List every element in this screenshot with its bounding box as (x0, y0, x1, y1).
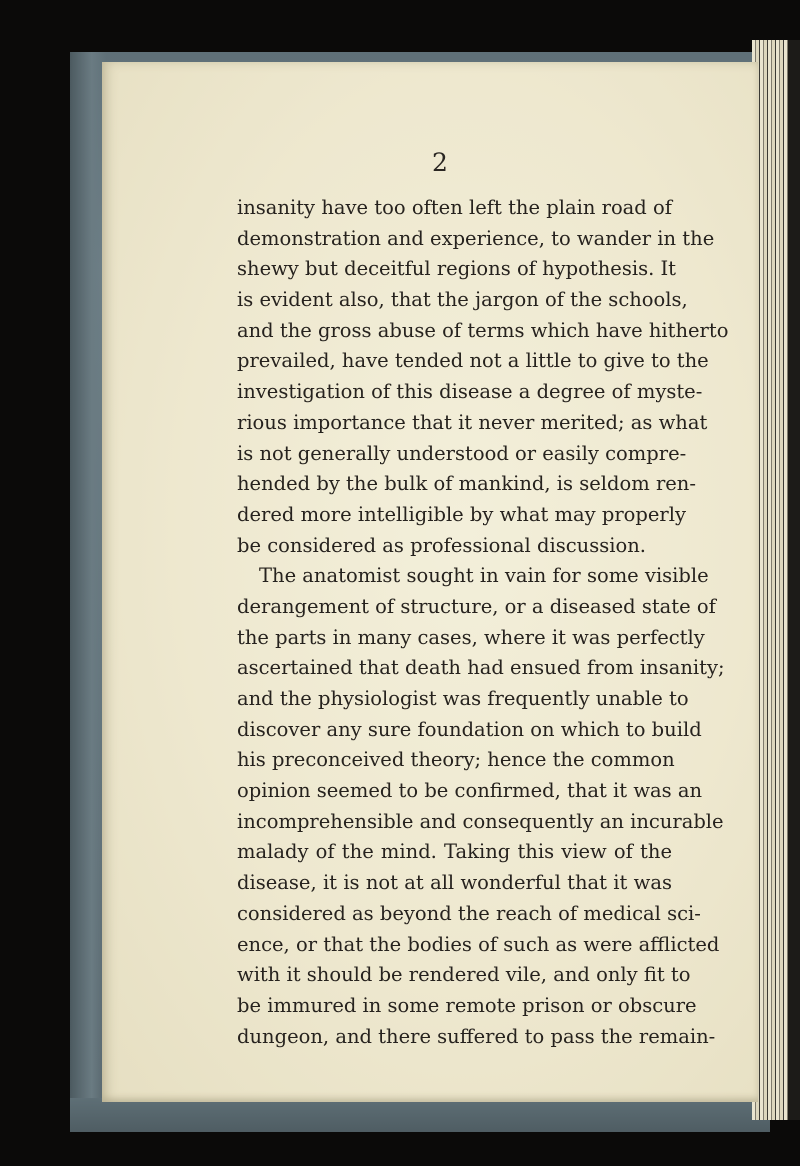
text-line: discover any sure foundation on which to build (237, 717, 702, 741)
text-line: derangement of structure, or a diseased state of (237, 594, 716, 618)
text-line: with it should be rendered vile, and only fit to (237, 963, 691, 987)
text-line: his preconceived theory; hence the common (237, 748, 675, 772)
text-line: prevailed, have tended not a little to give to the (237, 349, 709, 373)
text-line: dered more intelligible by what may properly (237, 502, 686, 526)
text-line: opinion seemed to be confirmed, that it was an (237, 779, 703, 803)
text-line: dungeon, and there suffered to pass the remain- (237, 1024, 716, 1048)
text-line: is evident also, that the jargon of the schools, (237, 288, 688, 312)
text-line: is not generally understood or easily compre- (237, 441, 687, 465)
page-body-text (237, 193, 729, 1052)
text-line: considered as beyond the reach of medical sci- (237, 901, 701, 925)
text-line: and the gross abuse of terms which have hitherto (237, 318, 729, 342)
text-line: the parts in many cases, where it was perfectly (237, 625, 705, 649)
text-line: rious importance that it never merited; as what (237, 410, 708, 434)
text-line: demonstration and experience, to wander in the (237, 226, 715, 250)
text-line: shewy but deceitful regions of hypothesis. It (237, 257, 677, 281)
cover-bottom-edge (70, 1098, 770, 1132)
text-line: disease, it is not at all wonderful that it was (237, 871, 672, 895)
text-line: be considered as professional discussion. (237, 533, 646, 557)
binding-shadow (70, 52, 106, 1132)
fore-edge-shadow (788, 40, 800, 1120)
text-line: malady of the mind. Taking this view of the (237, 840, 672, 864)
text-line: and the physiologist was frequently unable to (237, 687, 689, 710)
text-line: incomprehensible and consequently an incurable (237, 809, 724, 833)
text-line: ence, or that the bodies of such as were afflicted (237, 932, 720, 956)
text-line: ascertained that death had ensued from insanity; (237, 656, 725, 680)
page-number: 2 (432, 148, 448, 177)
paragraph-start-line: The anatomist sought in vain for some visible (259, 564, 709, 588)
text-line: investigation of this disease a degree of myste- (237, 380, 703, 404)
text-line: insanity have too often left the plain road of (237, 196, 672, 219)
text-line: hended by the bulk of mankind, is seldom ren- (237, 472, 696, 496)
text-line: be immured in some remote prison or obscure (237, 993, 697, 1017)
